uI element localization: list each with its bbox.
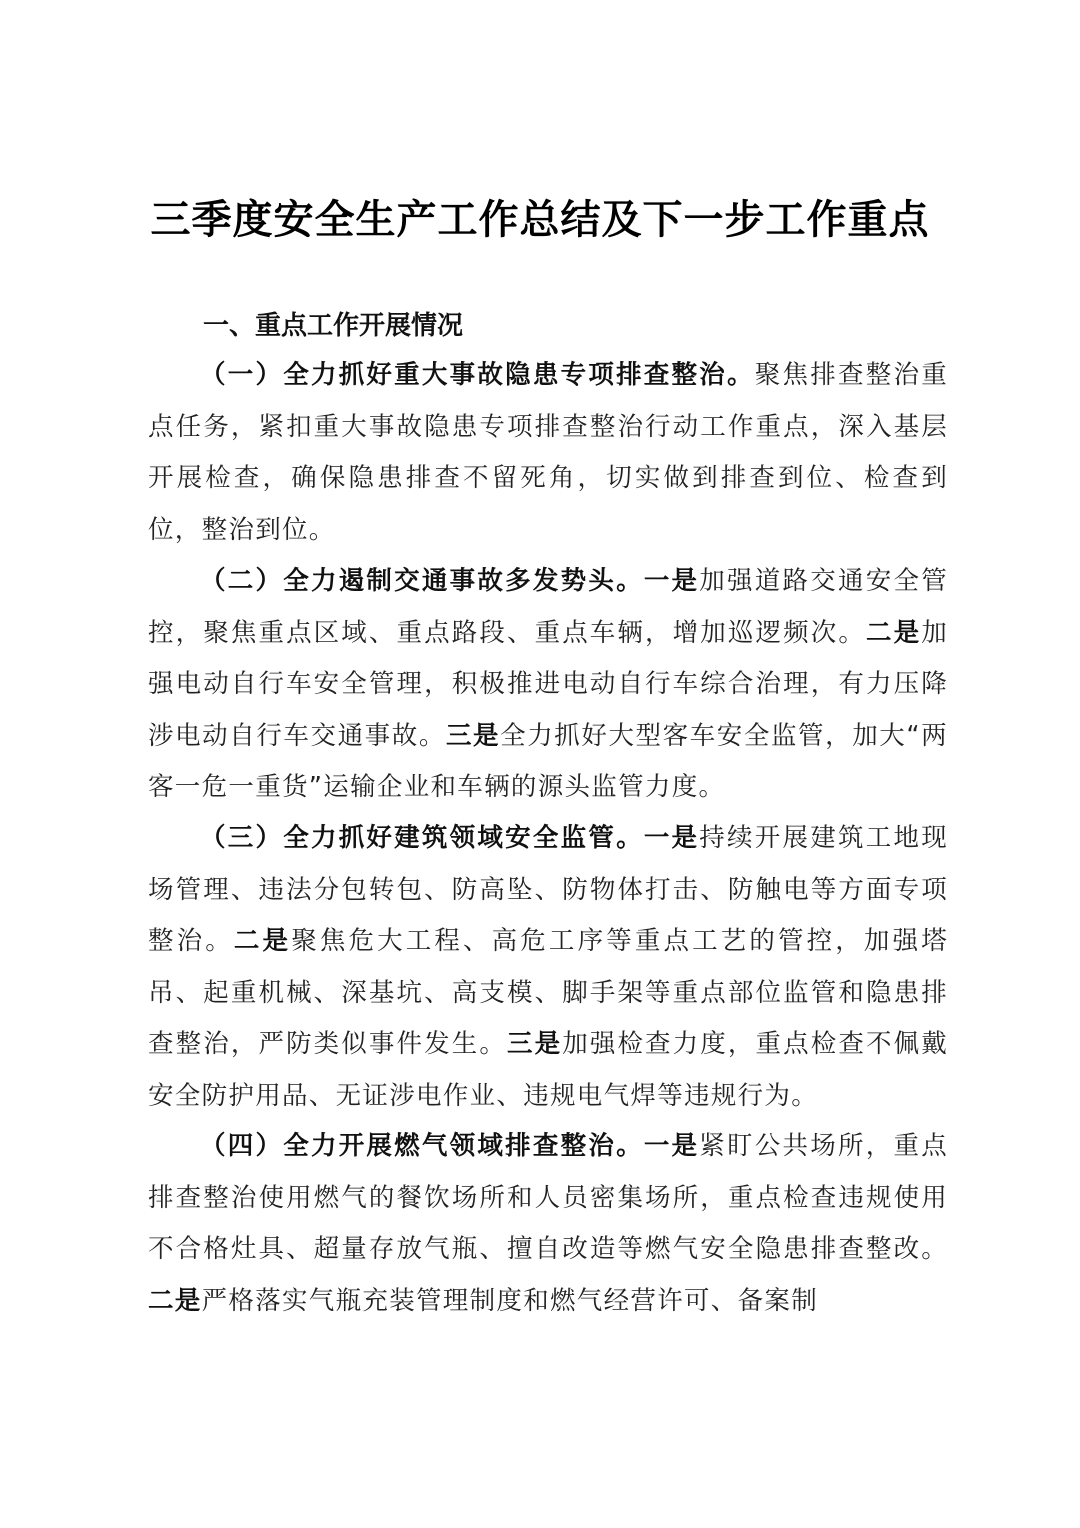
paragraph-lead: （二）全力遏制交通事故多发势头。 — [200, 566, 644, 596]
item-text: 聚焦危大工程、高危工序等重点工艺的管控，加强塔吊、起重机械、深基坑、高支模、脚手架等重点部位监管和隐患排查整治，严防类似事件发生。 — [148, 926, 949, 1059]
item-text: 持续开展建筑工地现场管理、违法分包转包、防高坠、防物体打击、防触电等方面专项整治。 — [148, 823, 948, 956]
paragraph-2 — [148, 556, 948, 814]
paragraph-lead: （四）全力开展燃气领域排查整治。 — [200, 1131, 644, 1161]
item-marker: 二是 — [148, 1285, 202, 1316]
section-heading: 一、重点工作开展情况 — [203, 311, 464, 341]
document-title: 三季度安全生产工作总结及下一步工作重点 — [150, 196, 930, 243]
item-text: 严格落实气瓶充装管理制度和燃气经营许可、备案制 — [201, 1285, 819, 1316]
paragraph-4 — [148, 1121, 948, 1327]
item-marker: 二是 — [233, 926, 292, 956]
item-marker: 三是 — [506, 1029, 563, 1059]
item-marker: 一是 — [643, 823, 700, 853]
item-text: 全力抓好大型客车安全监管，加大“两客一危一重货”运输企业和车辆的源头监管力度。 — [148, 720, 948, 802]
paragraph-1 — [148, 350, 948, 556]
paragraph-lead: （三）全力抓好建筑领域安全监管。 — [200, 823, 644, 853]
item-text: 加强检查力度，重点检查不佩戴安全防护用品、无证涉电作业、违规电气焊等违规行为。 — [148, 1029, 948, 1111]
item-marker: 一是 — [643, 566, 700, 596]
item-marker: 一是 — [643, 1131, 700, 1161]
item-text: 加强电动自行车安全管理，积极推进电动自行车综合治理，有力压降涉电动自行车交通事故。 — [148, 617, 948, 751]
paragraph-lead: （一）全力抓好重大事故隐患专项排查整治。 — [200, 360, 755, 390]
item-marker: 三是 — [445, 720, 501, 751]
paragraph-text: 聚焦排查整治重点任务，紧扣重大事故隐患专项排查整治行动工作重点，深入基层开展检查，确保隐患排查不留死角，切实做到排查到位、检查到位，整治到位。 — [148, 360, 948, 545]
item-marker: 二是 — [865, 617, 922, 648]
item-text: 加强道路交通安全管控，聚焦重点区域、重点路段、重点车辆，增加巡逻频次。 — [148, 566, 948, 648]
paragraph-3 — [148, 813, 948, 1122]
item-text: 紧盯公共场所，重点排查整治使用燃气的餐饮场所和人员密集场所，重点检查违规使用不合格灶具、超量存放气瓶、擅自改造等燃气安全隐患排查整改。 — [148, 1131, 948, 1264]
